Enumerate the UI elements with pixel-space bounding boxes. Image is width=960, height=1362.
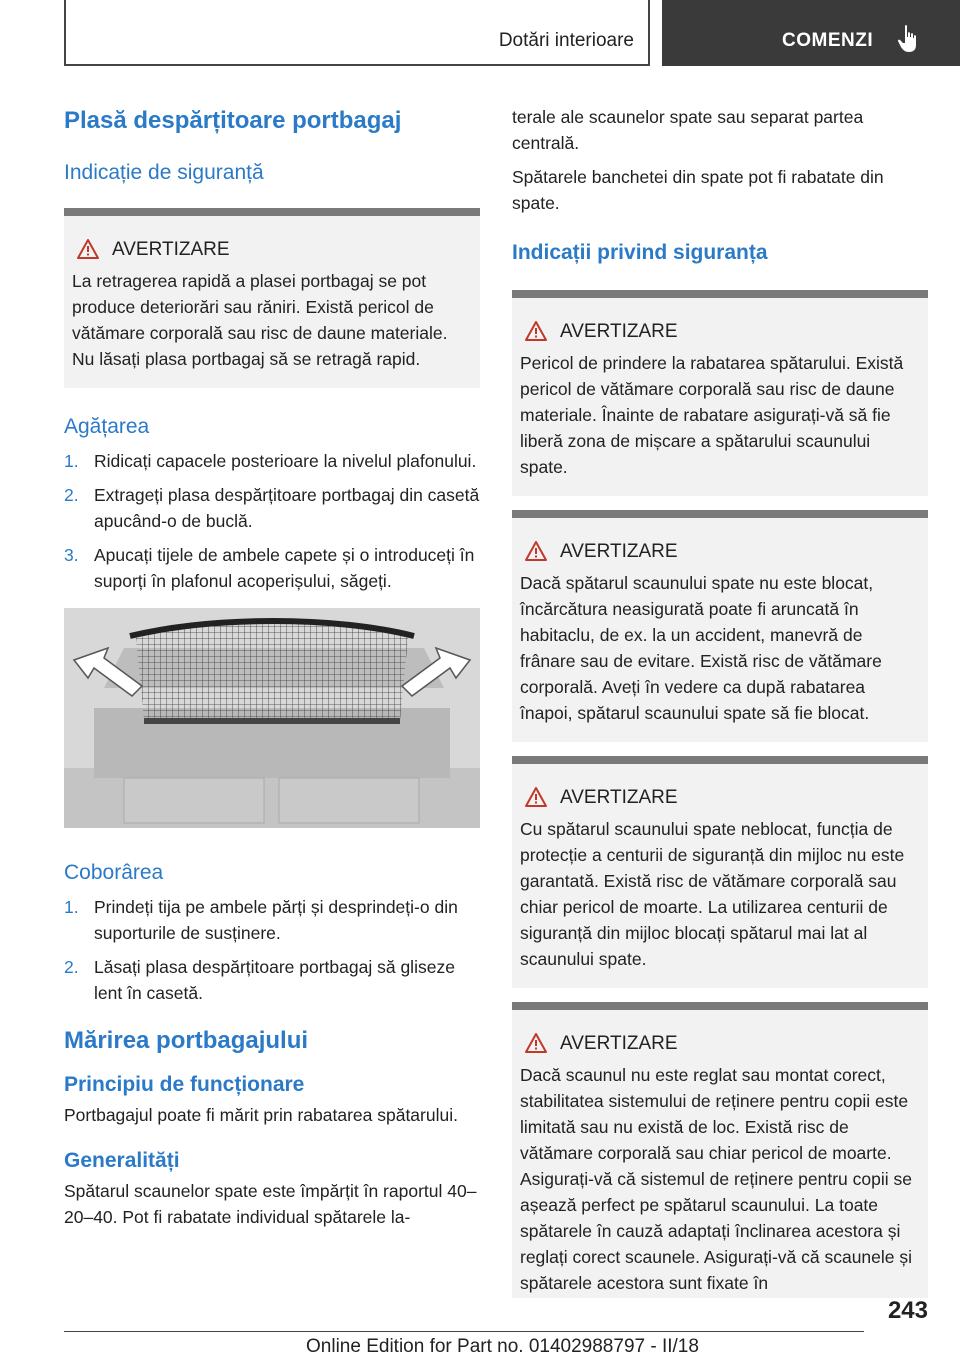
warning-text: Dacă scaunul nu este reglat sau montat corect, stabilitatea sistemului de reținere pentru copii este limitată sau nu există de loc. Există risc de vătămare corporală sau chiar pericol de moarte. Asigurați-vă că sistemul de reținere pentru copii se așează perfect pe spătarul scaunului. La toate spătarele în cauză adaptați înclinarea acestora și reglați corect scaunele. Asigurați-vă că scaunele și spătarele acestora sunt fixate în	[520, 1065, 913, 1293]
warning-box	[512, 290, 928, 496]
safety-heading-right: Indicații privind siguranța	[512, 241, 768, 264]
warning-box	[512, 756, 928, 988]
list-item	[64, 448, 480, 474]
footer-rule	[64, 1331, 864, 1332]
warning-title	[520, 540, 920, 564]
warning-text: Cu spătarul scaunului spate neblocat, funcția de protecție a centurii de siguranță din mijloc nu este garantată. Există risc de vătămare corporală sau chiar pericol de moarte. La utilizarea centurii de siguranță din mijloc blocați spătarul mai lat al scaunului spate.	[520, 819, 905, 969]
tab-label: COMENZI	[782, 30, 874, 51]
enlarge-title: Mărirea portbagajului	[64, 1027, 309, 1054]
warning-label: AVERTIZARE	[560, 787, 678, 808]
fold-text: Spătarele banchetei din spate pot fi rabatate din spate.	[512, 167, 884, 213]
warning-box	[512, 510, 928, 742]
left-column	[64, 96, 480, 1230]
warning-label: AVERTIZARE	[560, 321, 678, 342]
step-number: 2.	[64, 957, 79, 977]
hooking-heading: Agățarea	[64, 415, 150, 438]
step-number: 2.	[64, 485, 79, 505]
cargo-net-drawing	[64, 608, 480, 828]
lowering-steps	[64, 894, 480, 1006]
continued-text: terale ale scaunelor spate sau separat partea centrală.	[512, 107, 864, 153]
general-heading: Generalități	[64, 1149, 180, 1172]
warning-title	[72, 238, 472, 262]
warning-text: La retragerea rapidă a plasei portbagaj se pot produce deteriorări sau răniri. Există pericol de vătămare corporală sau risc de daune materiale. Nu lăsați plasa portbagaj să se retragă rapid.	[72, 271, 448, 369]
page-number: 243	[887, 1297, 928, 1324]
warning-box	[512, 1002, 928, 1298]
step-text: Apucați tijele de ambele capete și o introduceți în suporți în plafonul acoperișului, săgeți.	[94, 545, 475, 591]
step-number: 1.	[64, 451, 79, 471]
section-title[interactable]: Dotări interioare	[498, 30, 634, 51]
tab-comenzi[interactable]	[662, 0, 960, 66]
step-number: 3.	[64, 545, 79, 565]
warning-text: Pericol de prindere la rabatarea spătarului. Există pericol de vătămare corporală sau risc de daune materiale. Înainte de rabatare asigurați-vă să fie liberă zona de mișcare a spătarului scaunului spate.	[520, 353, 904, 477]
warning-title	[520, 786, 920, 810]
warning-triangle-icon	[524, 1032, 548, 1054]
pointing-hand-icon	[896, 24, 922, 54]
list-item	[64, 954, 480, 1006]
principle-text: Portbagajul poate fi mărit prin rabatarea spătarului.	[64, 1105, 458, 1125]
list-item	[64, 894, 480, 946]
page-title: Plasă despărțitoare portbagaj	[64, 107, 402, 134]
edition-note: Online Edition for Part no. 01402988797 - II/18	[306, 1336, 699, 1357]
principle-heading: Principiu de funcționare	[64, 1073, 305, 1096]
right-column	[512, 104, 928, 1298]
warning-label: AVERTIZARE	[112, 239, 230, 260]
list-item	[64, 482, 480, 534]
warning-label: AVERTIZARE	[560, 1033, 678, 1054]
warning-label: AVERTIZARE	[560, 541, 678, 562]
cargo-net-illustration	[64, 608, 480, 828]
warning-triangle-icon	[524, 786, 548, 808]
warning-triangle-icon	[76, 238, 100, 260]
header-rule-bottom	[64, 64, 650, 66]
warning-title	[520, 320, 920, 344]
warning-box	[64, 208, 480, 388]
step-number: 1.	[64, 897, 79, 917]
hooking-steps	[64, 448, 480, 594]
general-text: Spătarul scaunelor spate este împărțit în raportul 40–20–40. Pot fi rabatate individual spătarele la-	[64, 1181, 477, 1227]
warning-text: Dacă spătarul scaunului spate nu este blocat, încărcătura neasigurată poate fi aruncată în habitaclu, de ex. la un accident, manevră de frânare sau de evitare. Există risc de vătămare corporală. Aveți în vedere ca după rabatarea înapoi, spătarul scaunului spate să fie blocat.	[520, 573, 882, 723]
safety-heading: Indicație de siguranță	[64, 161, 264, 184]
warning-triangle-icon	[524, 540, 548, 562]
list-item	[64, 542, 480, 594]
step-text: Extrageți plasa despărțitoare portbagaj din casetă apucând-o de buclă.	[94, 485, 480, 531]
warning-triangle-icon	[524, 320, 548, 342]
step-text: Prindeți tija pe ambele părți și desprindeți-o din suporturile de susținere.	[94, 897, 458, 943]
header-rule-mid	[648, 0, 650, 66]
header-rule-left	[64, 0, 66, 66]
step-text: Ridicați capacele posterioare la nivelul plafonului.	[94, 451, 477, 471]
warning-title	[520, 1032, 920, 1056]
lowering-heading: Coborârea	[64, 861, 164, 884]
step-text: Lăsați plasa despărțitoare portbagaj să gliseze lent în casetă.	[94, 957, 455, 1003]
